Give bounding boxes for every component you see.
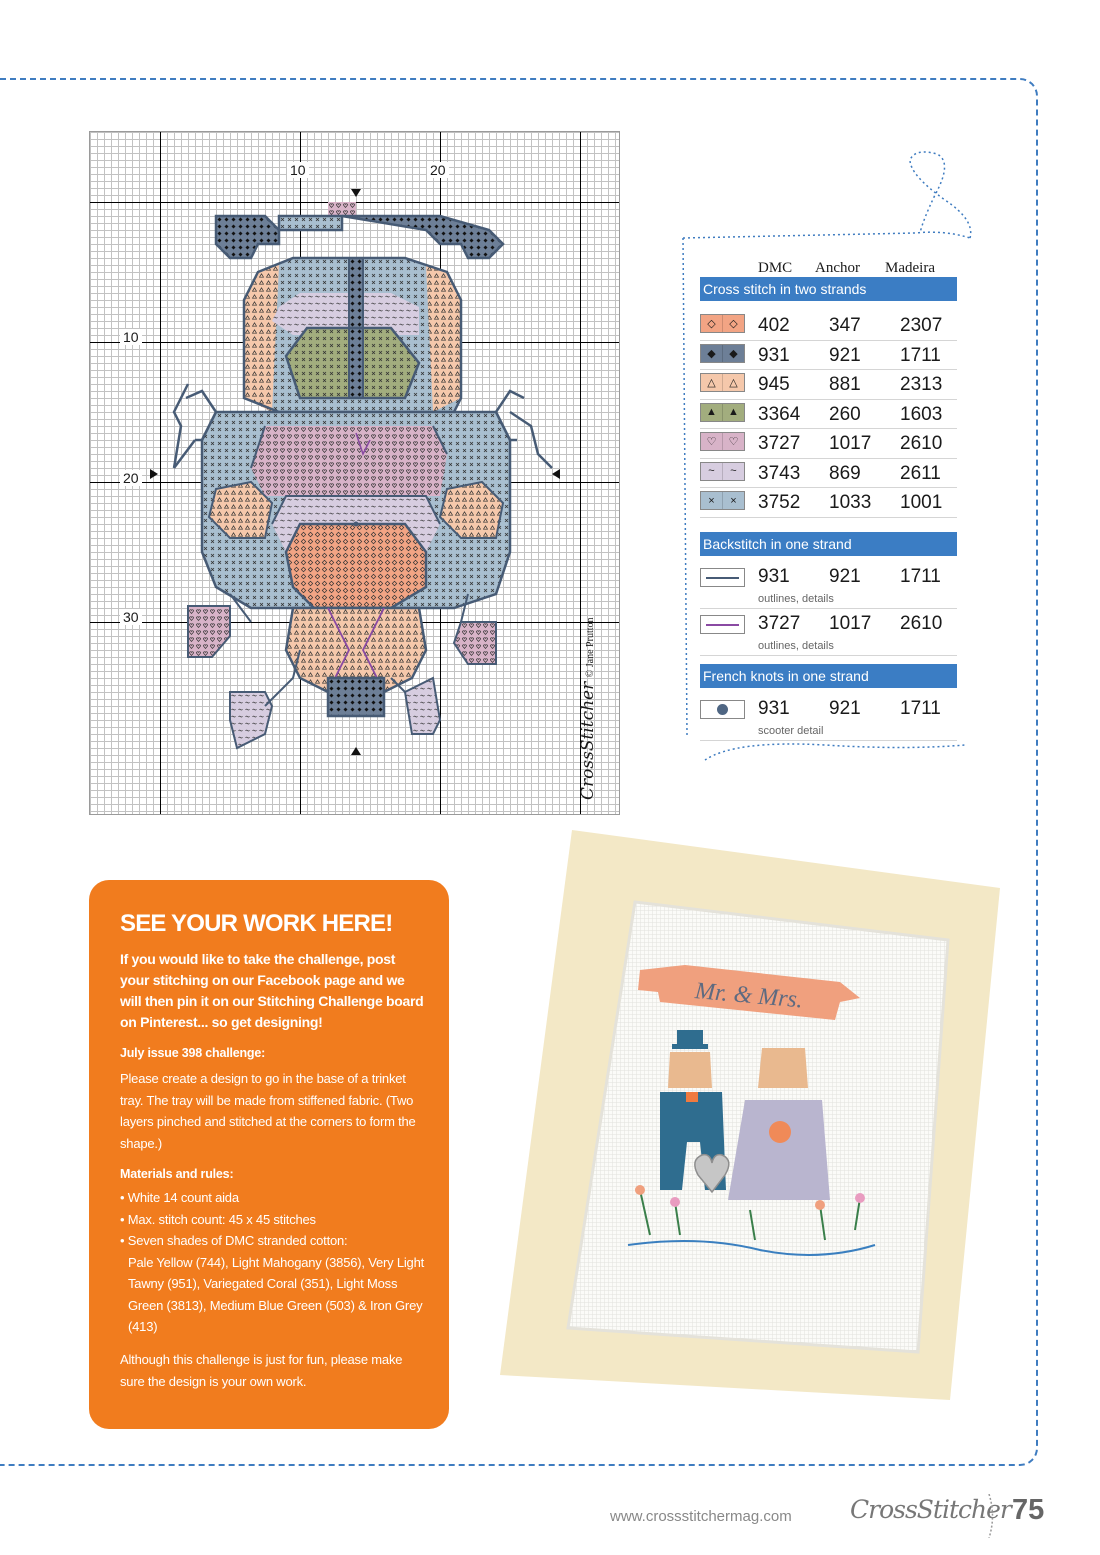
thread-swatch <box>700 462 745 481</box>
swatch-symbol: × <box>701 492 723 509</box>
dmc-number: 3743 <box>758 462 801 484</box>
swatch-symbol: ♡ <box>723 433 744 450</box>
chart-credit-brand: CrossStitcher <box>578 681 598 800</box>
key-header-madeira: Madeira <box>885 260 935 276</box>
swatch-symbol: ~ <box>701 463 723 480</box>
dmc-number: 3727 <box>758 612 801 634</box>
materials-item: • Seven shades of DMC stranded cotton: <box>120 1233 348 1248</box>
scooter-motif <box>90 132 621 816</box>
key-cross-row <box>700 459 957 489</box>
footer-url[interactable]: www.crossstitchermag.com <box>610 1508 792 1525</box>
dmc-number: 931 <box>758 697 790 719</box>
french-knot-swatch <box>700 700 745 719</box>
anchor-number: 921 <box>829 344 861 366</box>
thread-swatch <box>700 314 745 333</box>
anchor-number: 921 <box>829 565 861 587</box>
swatch-symbol: × <box>723 492 744 509</box>
swatch-symbol: ~ <box>723 463 744 480</box>
key-header-row <box>700 253 957 277</box>
dmc-number: 3727 <box>758 433 801 454</box>
swatch-symbol: ◆ <box>723 345 744 362</box>
swatch-symbol: ▲ <box>701 404 723 421</box>
key-back-rows <box>700 556 957 656</box>
dmc-number: 945 <box>758 374 790 395</box>
key-cross-rows <box>700 311 957 518</box>
backstitch-swatch <box>700 615 745 634</box>
madeira-number: 1711 <box>900 565 941 587</box>
anchor-number: 881 <box>829 374 861 395</box>
swatch-symbol: ▲ <box>723 404 744 421</box>
key-header-anchor: Anchor <box>815 260 860 276</box>
backstitch-swatch <box>700 568 745 587</box>
anchor-number: 1017 <box>829 433 872 454</box>
thread-swatch <box>700 403 745 422</box>
chart-label-top-20: 20 <box>427 162 449 178</box>
key-cross-row <box>700 488 957 518</box>
page-number: 75 <box>1012 1494 1045 1526</box>
madeira-number: 2610 <box>900 612 943 634</box>
anchor-number: 347 <box>829 315 861 336</box>
panel-intro: If you would like to take the challenge, post your stitching on our Facebook page and we will then pin it on our Stitching Challenge board on Pinterest... so get designing! <box>120 951 424 1030</box>
chart-credit <box>572 617 612 802</box>
materials-item: Pale Yellow (744), Light Mahogany (3856), Very Light Tawny (951), Variegated Coral (351), Light Moss Green (3813), Medium Blue Green (503) & Iron Grey (413) <box>128 1254 425 1334</box>
key-knot-rows <box>700 688 957 741</box>
chart-label-left-10: 10 <box>120 329 142 345</box>
knot-dot <box>717 704 728 715</box>
materials-item: • Max. stitch count: 45 x 45 stitches <box>120 1211 316 1227</box>
key-section-back: Backstitch in one strand <box>700 532 957 556</box>
key-back-row <box>700 609 957 656</box>
key-note: outlines, details <box>758 592 834 605</box>
chart-label-left-20: 20 <box>120 470 142 486</box>
madeira-number: 2611 <box>900 462 941 484</box>
card-banner-text: Mr. & Mrs. <box>694 978 804 1014</box>
thread-swatch <box>700 344 745 363</box>
materials-item: • White 14 count aida <box>120 1190 239 1205</box>
key-cross-row <box>700 400 957 430</box>
challenge-text: Please create a design to go in the base of a trinket tray. The tray will be made from stiffened fabric. (Two layers pinched and stitched at the corners to form the shape.) <box>120 1071 416 1151</box>
thread-swatch <box>700 432 745 451</box>
madeira-number: 1603 <box>900 403 943 425</box>
anchor-number: 1033 <box>829 492 872 513</box>
dmc-number: 931 <box>758 344 790 366</box>
thread-swatch <box>700 373 745 392</box>
chart-label-top-10: 10 <box>287 162 309 178</box>
madeira-number: 1001 <box>900 492 943 513</box>
backstitch-line <box>706 624 739 626</box>
panel-closing: Although this challenge is just for fun, please make sure the design is your own work. <box>120 1352 403 1389</box>
chart-label-left-30: 30 <box>120 609 142 625</box>
cross-stitch-chart <box>89 131 620 815</box>
anchor-number: 869 <box>829 462 861 484</box>
footer-brand-logo: CrossStitcher <box>850 1495 1011 1524</box>
anchor-number: 260 <box>829 403 861 425</box>
key-cross-row <box>700 429 957 459</box>
key-note: outlines, details <box>758 639 834 652</box>
challenge-heading: July issue 398 challenge: <box>120 1046 266 1060</box>
thread-key <box>700 253 957 741</box>
dmc-number: 931 <box>758 565 790 587</box>
dmc-number: 402 <box>758 315 790 336</box>
key-section-knots: French knots in one strand <box>700 664 957 688</box>
backstitch-line <box>706 577 739 579</box>
key-section-cross: Cross stitch in two strands <box>700 277 957 301</box>
dmc-number: 3752 <box>758 492 801 513</box>
madeira-number: 2610 <box>900 433 943 454</box>
stitched-card-photo <box>500 830 1000 1400</box>
key-cross-row <box>700 370 957 400</box>
madeira-number: 1711 <box>900 697 941 719</box>
swatch-symbol: △ <box>701 374 723 391</box>
key-knot-row <box>700 694 957 741</box>
anchor-number: 921 <box>829 697 861 719</box>
swatch-symbol: ◆ <box>701 345 723 362</box>
swatch-symbol: ◇ <box>701 315 723 332</box>
key-cross-row <box>700 341 957 371</box>
swatch-symbol: △ <box>723 374 744 391</box>
madeira-number: 1711 <box>900 344 941 366</box>
chart-credit-author: © Jane Prutton <box>585 617 596 678</box>
key-back-row <box>700 562 957 609</box>
key-cross-row <box>700 311 957 341</box>
anchor-number: 1017 <box>829 612 872 634</box>
key-note: scooter detail <box>758 724 824 737</box>
key-header-dmc: DMC <box>758 260 793 276</box>
panel-title: SEE YOUR WORK HERE! <box>120 910 393 937</box>
thread-swatch <box>700 491 745 510</box>
swatch-symbol: ◇ <box>723 315 744 332</box>
madeira-number: 2307 <box>900 315 943 336</box>
materials-heading: Materials and rules: <box>120 1167 234 1181</box>
materials-list <box>120 1187 425 1338</box>
madeira-number: 2313 <box>900 374 943 395</box>
challenge-panel <box>89 880 449 1429</box>
footer-separator <box>987 1494 997 1538</box>
dmc-number: 3364 <box>758 403 801 425</box>
swatch-symbol: ♡ <box>701 433 723 450</box>
